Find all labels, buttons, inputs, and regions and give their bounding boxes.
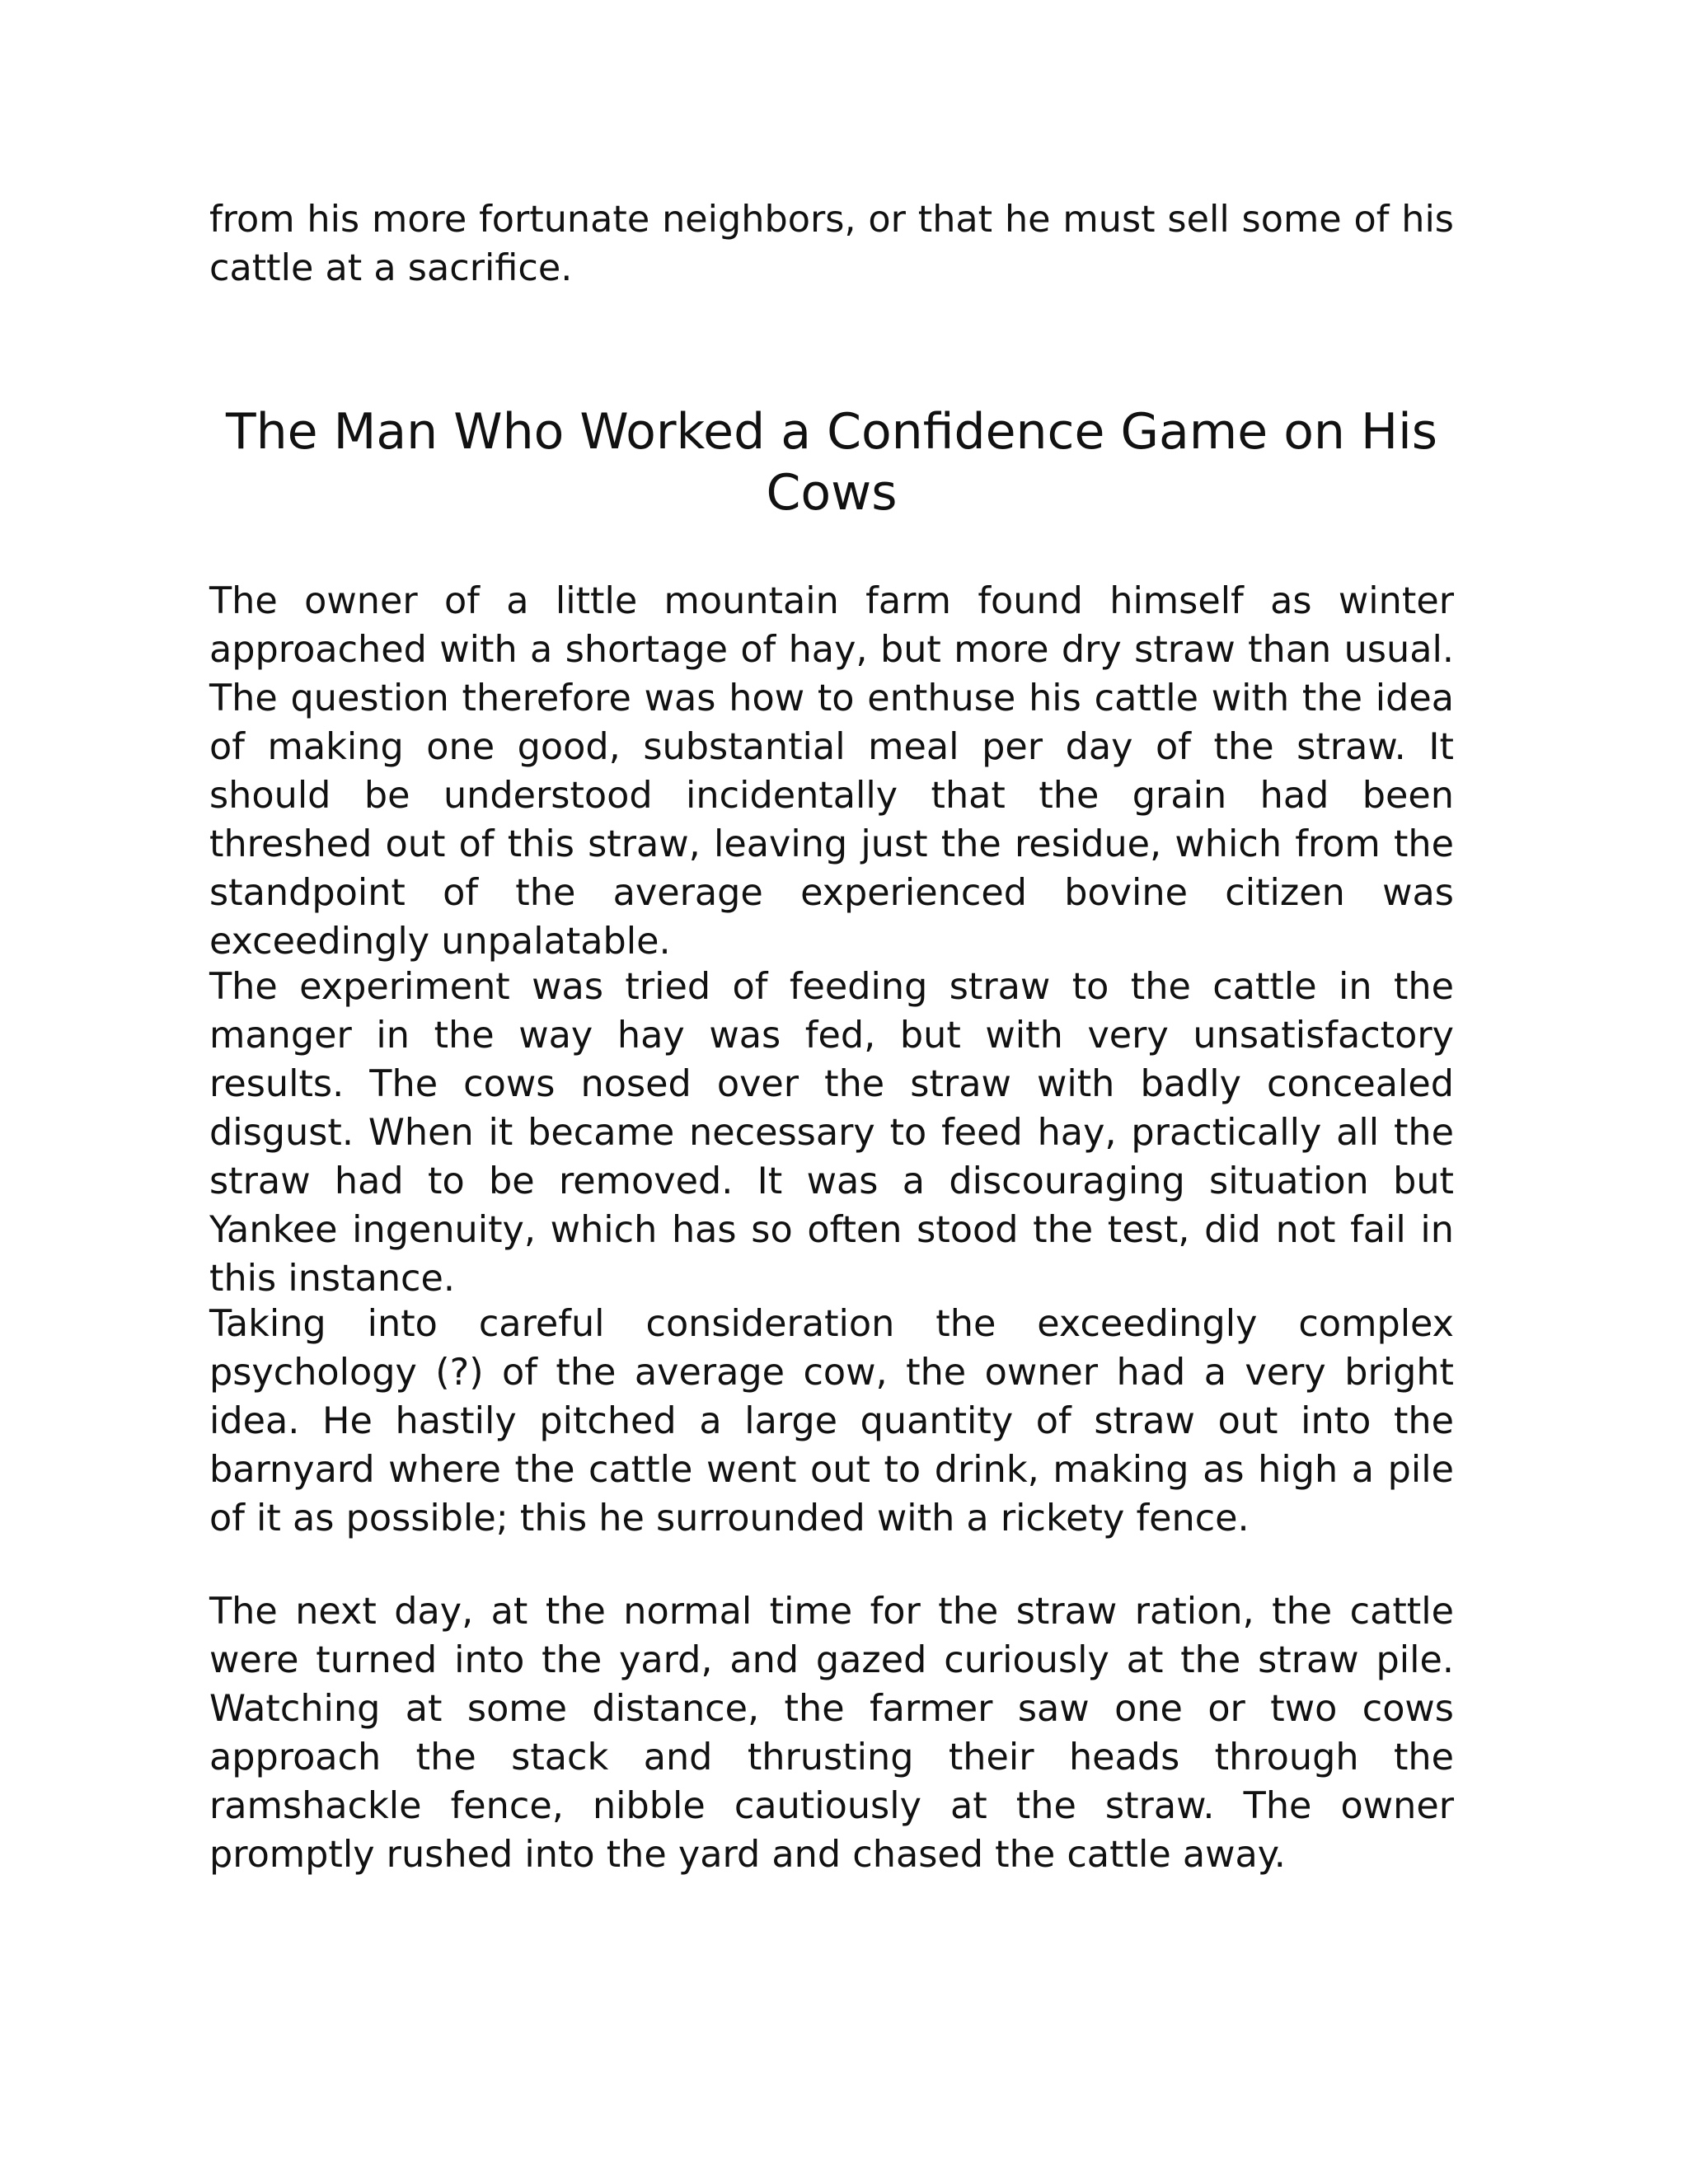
body-paragraph-3: Taking into careful consideration the exceedingly complex psychology (?) of the average cow, the owner had a very bright idea. He hastily pitched a large quantity of straw out into the barnyard where the cattle went out to drink, making as high a pile of it as possible; this he surrounded with a rickety fence. bbox=[209, 1303, 1454, 1540]
body-paragraph-1: The owner of a little mountain farm found himself as winter approached with a shortage of hay, but more dry straw than usual. The question therefore was how to enthuse his cattle with the idea of making one good, substantial meal per day of the straw. It should be understood incidentally that the grain had been threshed out of this straw, leaving just the residue, which from the standpoint of the average experienced bovine citizen was exceedingly unpalatable. bbox=[209, 580, 1454, 963]
continuation-paragraph: from his more fortunate neighbors, or that he must sell some of his cattle at a sacrifice. bbox=[209, 199, 1454, 289]
section-title: The Man Who Worked a Confidence Game on His Cows bbox=[225, 403, 1438, 522]
body-paragraph-4: The next day, at the normal time for the straw ration, the cattle were turned into the yard, and gazed curiously at the straw pile. Watching at some distance, the farmer saw one or two cows approach the stack and thrusting their heads through the ramshackle fence, nibble cautiously at the straw. The owner promptly rushed into the yard and chased the cattle away. bbox=[209, 1591, 1454, 1876]
body-paragraph-2: The experiment was tried of feeding straw to the cattle in the manger in the way hay was fed, but with very unsatisfactory results. The cows nosed over the straw with badly concealed disgust. When it became necessary to feed hay, practically all the straw had to be removed. It was a discouraging situation but Yankee ingenuity, which has so often stood the test, did not fail in this instance. bbox=[209, 966, 1454, 1300]
